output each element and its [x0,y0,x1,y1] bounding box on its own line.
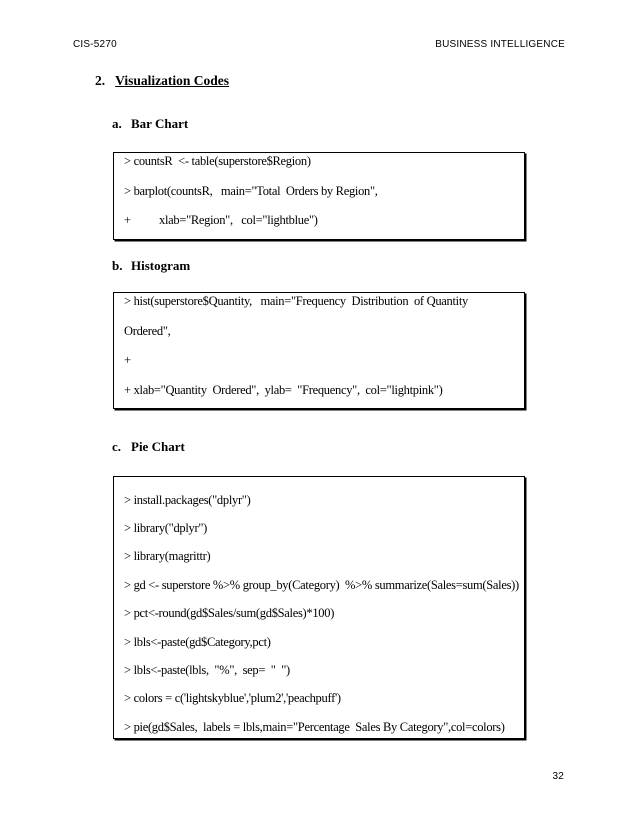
subsection-title: Pie Chart [131,439,185,454]
code-line: > pct<-round(gd$Sales/sum(gd$Sales)*100) [124,606,335,620]
code-line: > library(magrittr) [124,549,211,563]
header-course-code: CIS-5270 [73,39,117,50]
code-line: Ordered", [124,324,171,338]
code-line: > pie(gd$Sales, labels = lbls,main="Percentage Sales By Category",col=colors) [124,720,505,734]
subsection-title: Bar Chart [131,116,189,131]
subsection-heading-histogram [112,258,190,274]
subsection-letter: c. [112,439,122,454]
page-number: 32 [552,771,564,782]
code-line: > lbls<-paste(gd$Category,pct) [124,635,271,649]
subsection-letter: b. [112,258,123,273]
code-box-histogram [113,292,525,409]
code-line: > gd <- superstore %>% group_by(Category) %>% summarize(Sales=sum(Sales)) [124,578,519,592]
code-line: > install.packages("dplyr") [124,493,251,507]
code-line: + [124,353,131,367]
subsection-heading-pie-chart [112,439,185,455]
code-line: > library("dplyr") [124,521,208,535]
code-line: + xlab="Region", col="lightblue") [124,213,318,227]
section-number: 2. [95,73,106,88]
subsection-title: Histogram [131,258,191,273]
code-box-bar-chart [113,152,525,240]
code-line: > countsR <- table(superstore$Region) [124,154,311,168]
code-line: + xlab="Quantity Ordered", ylab= "Frequency", col="lightpink") [124,383,443,397]
code-line: > hist(superstore$Quantity, main="Frequency Distribution of Quantity [124,294,468,308]
code-line: > lbls<-paste(lbls, "%", sep= " ") [124,663,290,677]
header-course-title: BUSINESS INTELLIGENCE [435,39,565,50]
subsection-heading-bar-chart [112,116,188,132]
section-title: Visualization Codes [115,73,230,88]
section-heading [95,73,229,89]
code-line: > barplot(countsR, main="Total Orders by Region", [124,184,378,198]
code-box-pie-chart [113,476,525,739]
code-line: > colors = c('lightskyblue','plum2','peachpuff') [124,691,341,705]
subsection-letter: a. [112,116,122,131]
